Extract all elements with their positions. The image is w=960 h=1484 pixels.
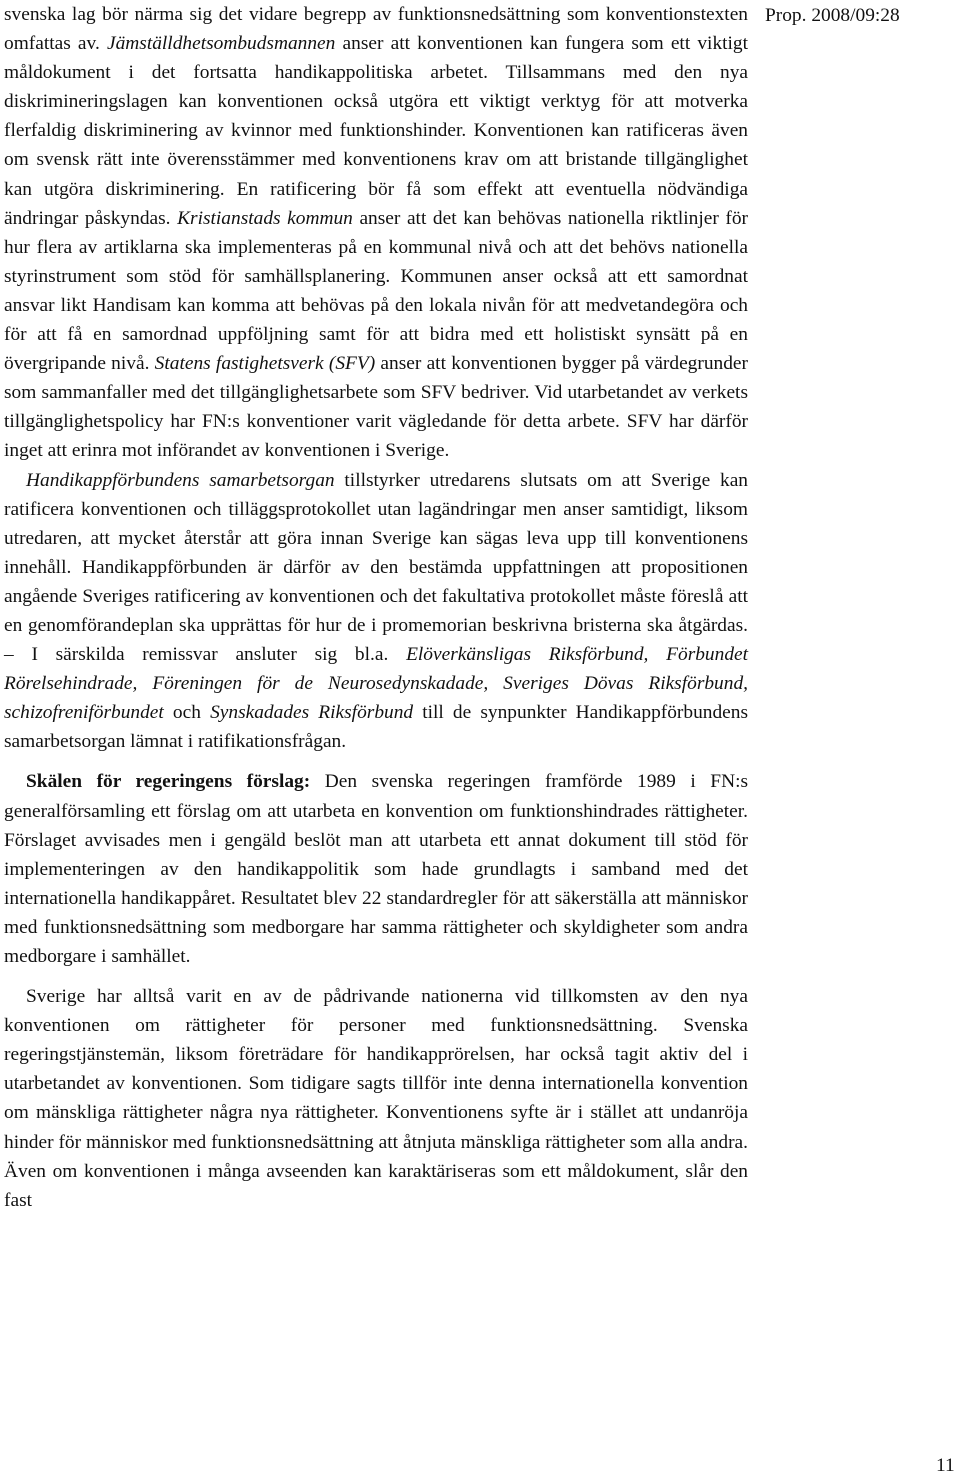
text-run: tillstyrker utredarens slutsats om att Sverige kan ratificera konventionen och tilläggsprotokollet utan lagändringar men anser samtidigt, liksom utredaren, att mycket återstår att göra innan Sverige kan sägas leva upp till konventionens innehåll. Handikappförbunden är därför av den bestämda uppfattningen att propositionen angående Sveriges ratificering av konventionen och det fakultativa protokollet måste föreslå att en genomförandeplan ska upprättas för hur de i promemorian beskrivna bristerna ska åtgärdas. – I särskilda remissvar ansluter sig bl.a. <box>4 469 749 666</box>
italic-run: Kristianstads kommun <box>177 207 353 229</box>
italic-run: Elöverkänsligas Riksförbund, Förbundet Rörelsehindrade, Föreningen för de Neurosedynskadade, Sveriges Dövas Riksförbund, schizofreniförbundet <box>4 644 749 724</box>
text-run: och <box>163 702 211 724</box>
paragraph-handikappforbunden <box>4 466 748 757</box>
paragraph-skalen <box>4 767 748 971</box>
text-run: anser att konventionen kan fungera som ett viktigt måldokument i det fortsatta handikappolitiska arbetet. Tillsammans med den nya diskrimineringslagen kan konventionen också utgöra ett viktigt verktyg för att motverka flerfaldig diskriminering av kvinnor med funktionshinder. Konventionen kan ratificeras även om svensk rätt inte överensstämmer med konventionens krav om att bristande tillgänglighet kan utgöra diskriminering. En ratificering bör få som effekt att eventuella nödvändiga ändringar påskyndas. <box>4 33 748 229</box>
bold-run: Skälen för regeringens förslag: <box>26 771 311 793</box>
italic-run: Handikappförbundens samarbetsorgan <box>26 469 335 491</box>
page-number: 11 <box>936 1455 955 1476</box>
text-run: anser att det kan behövas nationella riktlinjer för hur flera av artiklarna ska implementeras på en kommunal nivå och att det behövs nationella styrinstrument som stöd för samhällsplanering. Kommunen anser också att ett samordnat ansvar likt Handisam kan komma att behövas på den lokala nivån för att medvetandegöra och för att få en samordnad uppföljning samt för att bidra med ett holistiskt synsätt på en övergripande nivå. <box>4 207 749 375</box>
paragraph-sverige <box>4 982 748 1215</box>
text-run: svenska lag bör närma sig det vidare begrepp av funktionsnedsättning som konventionstexten omfattas av. <box>4 4 748 55</box>
proposition-reference: Prop. 2008/09:28 <box>765 5 900 26</box>
text-run: anser att konventionen bygger på värdegrunder som sammanfaller med det tillgänglighetsarbete som SFV bedriver. Vid utarbetandet av verkets tillgänglighetspolicy har FN:s konventioner varit vägledande för detta arbete. SFV har därför inget att erinra mot införandet av konventionen i Sverige. <box>4 353 748 462</box>
italic-run: Statens fastighetsverk (SFV) <box>154 353 376 375</box>
italic-run: Jämställdhetsombudsmannen <box>106 33 336 55</box>
paragraph-remissvar <box>4 0 748 466</box>
text-run: Den svenska regeringen framförde 1989 i FN:s generalförsamling ett förslag om att utarbeta en konvention om funktionshindrades rättigheter. Förslaget avvisades men i gengäld beslöt man att utarbeta ett annat dokument till stöd för implementeringen av den handikappolitik som hade grundlagts i samband med det internationella handikappåret. Resultatet blev 22 standardregler för att säkerställa att människor med funktionsnedsättning som medborgare har samma rättigheter och skyldigheter som andra medborgare i samhället. <box>4 771 749 967</box>
italic-run: Synskadades Riksförbund <box>210 702 414 724</box>
body-text <box>4 0 748 1215</box>
text-run: till de synpunkter Handikappförbundens samarbetsorgan lämnat i ratifikationsfrågan. <box>4 702 748 753</box>
text-run: Sverige har alltså varit en av de pådrivande nationerna vid tillkomsten av den nya konventionen om rättigheter för personer med funktionsnedsättning. Svenska regeringstjänstemän, liksom företrädare för handikapprörelsen, har också tagit aktiv del i utarbetandet av konventionen. Som tidigare sagts tillför inte denna internationella konvention om mänskliga rättigheter några nya rättigheter. Konventionens syfte är i stället att undanröja hinder för människor med funktionsnedsättning att åtnjuta mänskliga rättigheter som alla andra. Även om konventionen i många avseenden kan karaktäriseras som ett måldokument, slår den fast <box>4 986 748 1211</box>
